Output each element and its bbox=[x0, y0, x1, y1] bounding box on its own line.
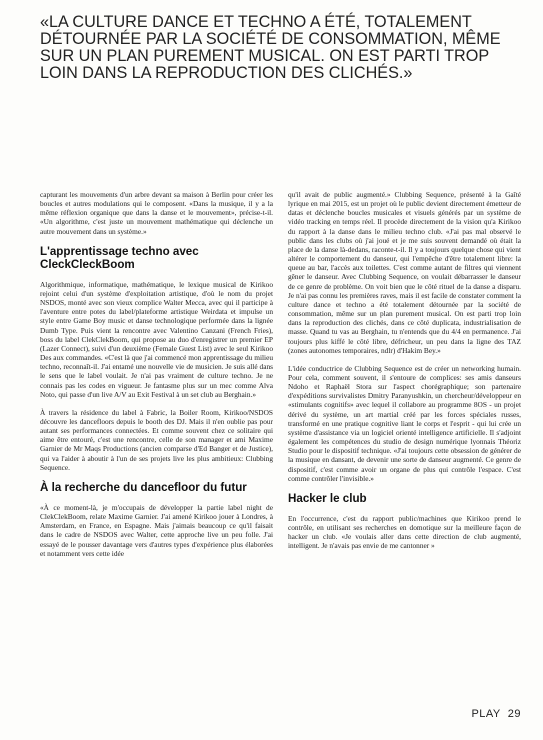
pull-quote: «LA CULTURE DANCE ET TECHNO A ÉTÉ, TOTALEMENT DÉTOURNÉE PAR LA SOCIÉTÉ DE CONSOMMATION, MÊME SUR UN PLAN PUREMENT MUSICAL. ON EST PARTI TROP LOIN DANS LA REPRODUCTION DES CLICHÉS.» bbox=[40, 13, 501, 82]
section-heading: L'apprentissage techno avec CleckCleckBoom bbox=[40, 244, 199, 271]
paragraph: En l'occurrence, c'est du rapport public/machines que Kirikoo prend le contrôle, en utilisant ses recherches en domotique sur la meilleure façon de hacker un club. «Je voulais aller dans cette direction de club augmenté, intelligent. Je n'avais pas envie de me cantonner » bbox=[288, 513, 521, 551]
section-heading: À la recherche du dancefloor du futur bbox=[40, 480, 247, 494]
paragraph: capturant les mouvements d'un arbre devant sa maison à Berlin pour créer les boucles et autres modulations qui le composent. «Dans la musique, il y a la même réflexion organique que dans la danse et le mouvement», précise-t-il. «Un algorithme, c'est juste un mouvement mathématique qui déclenche un autre mouvement dans un système.» bbox=[40, 190, 273, 236]
article-column-left bbox=[40, 190, 273, 567]
paragraph: «À ce moment-là, je m'occupais de développer la partie label night de ClekClekBoom, relate Maxime Garnier. J'ai amené Kirikoo jouer à Londres, à Amsterdam, en France, en Espagne. Mais j'aimais beaucoup ce qu'il faisait dans le cadre de NSDOS avec Walter, cette approche live un peu folle. J'ai essayé de le pousser davantage vers d'autres types d'expérience plus élaborées et notamment vers cette idée bbox=[40, 502, 273, 558]
paragraph: À travers la résidence du label à Fabric, la Boiler Room, Kirikoo/NSDOS découvre les dancefloors depuis le booth des DJ. Mais il n'en oublie pas pour autant ses performances connectées. Et comme souvent chez ce solitaire qui aime être entouré, c'est une rencontre, celle de son manager et ami Maxime Garnier de Mr Maqs Productions (ancien comparse d'Ed Banger et de Justice), qui va l'aider à aboutir à l'un de ses projets live les plus ambitieux: Clubbing Sequence. bbox=[40, 407, 273, 472]
paragraph: qu'il avait de public augmenté.» Clubbing Sequence, présenté à la Gaîté lyrique en mai 2015, est un projet où le public devient directement émetteur de datas et déclenche boucles musicales et visuels générés par un système de vidéo tracking en temps réel. Il procède directement de la vision qu'a Kirikoo du rapport à la danse dans le milieu techno club. «J'ai pas mal observé le public dans les clubs où j'ai joué et je me suis souvent demandé où était la place de la danse là-dedans, raconte-t-il. Il y a toujours quelque chose qui vient altérer le comportement du danseur, qui l'empêche d'être totalement libre: la queue au bar, l'accès aux toilettes. C'est comme autant de filtres qui viennent gêner le danseur. Avec Clubbing Sequence, on voulait débarrasser le danseur de ce genre de problème. On voit bien que le côté rituel de la danse a disparu. Je n'ai pas connu les premières raves, mais il est facile de constater comment la culture dance et techno a été totalement détournée par la société de consommation, même sur un plan purement musical. On est parti trop loin dans la reproduction des clichés, dans ce côté duplicata, industrialisation de masse. Quand tu vas au Berghain, tu n'entends que du 4/4 en permanence. J'ai toujours plus kiffé le côté libre, défricheur, un peu dans la ligne des TAZ (zones autonomes temporaires, ndlr) d'Hakim Bey.» bbox=[288, 190, 521, 355]
section-heading: Hacker le club bbox=[288, 491, 367, 505]
paragraph: Algorithmique, informatique, mathématique, le lexique musical de Kirikoo rejoint celui d'un système d'exploitation artistique, d'où le nom du projet NSDOS, monté avec son vieux complice Walter Mecca, avec qui il participe à l'aventure entre potes du label/plateforme artistique Weirdata et impulse un style entre Game Boy music et danse technologique performée dans la lignée Dumb Type. Puis vient la rencontre avec Valentino Canzani (French Fries), boss du label ClekClekBoom, qui propose au duo d'enregistrer un premier EP (Lazer Connect), suivi d'un deuxième (Female Guest List) avec le seul Kirikoo Des aux commandes. «C'est là que j'ai commencé mon apprentissage du milieu techno, reconnaît-il. J'ai entamé une nouvelle vie de musicien. Je suis allé dans le sens que le label voulait. Je n'ai pas vraiment de culture techno. Je ne connais pas les codes en vigueur. Je fantasme plus sur un mec comme Alva Noto, qui passe d'un live A/V au Exit Festival à un set club au Berghain.» bbox=[40, 279, 273, 399]
page-footer bbox=[464, 708, 521, 720]
magazine-name: PLAY bbox=[471, 708, 501, 720]
paragraph: L'idée conductrice de Clubbing Sequence est de créer un networking humain. Pour cela, comment souvent, il s'entoure de complices: ses amis danseurs Ndoho et Raphaël Stora sur l'aspect chorégraphique; son partenaire d'expéditions survivalistes Dmitry Paranyushkin, un chercheur/développeur en «stimulants cognitifs» avec lequel il collabore au programme 8OS - un projet dérivé du système, un art martial créé par les forces spéciales russes, transformé en une pratique cognitive liant le corps et l'esprit - qui lui crée un système d'assistance via un logiciel orienté intelligence artificielle. Il s'adjoint également les compétences du studio de design numérique lyonnais Théoriz Studio pour le dispositif technique. «J'ai toujours cette obsession de générer de la musique en dansant, de devenir une sorte de danseur augmenté. Ce genre de dispositif, c'est comme avoir un organe de plus qui contrôle l'espace. C'est comme contrôler l'invisible.» bbox=[288, 363, 521, 483]
page-number: 29 bbox=[507, 708, 521, 720]
article-column-right bbox=[288, 190, 521, 559]
